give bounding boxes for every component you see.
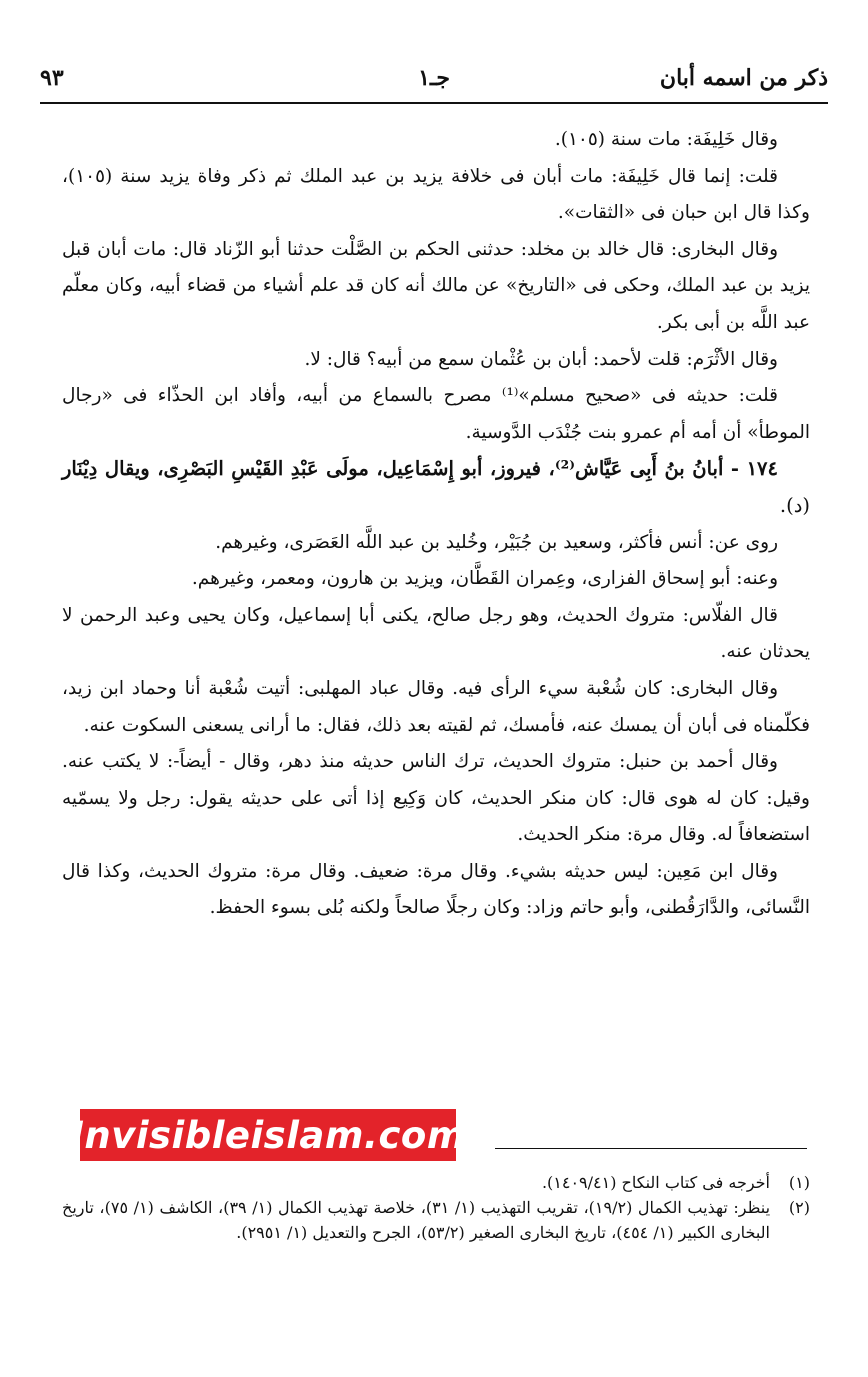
watermark-logo [70, 1109, 466, 1161]
footnote-number: (١) [788, 1173, 810, 1192]
footnote-text: أخرجه فى كتاب النكاح (١٤٠٩/٤١). [541, 1173, 770, 1192]
paragraph: روى عن: أنس فأكثر، وسعيد بن جُبَيْر، وخُليد بن عبد اللَّه العَصَرى، وغيرهم. [215, 531, 778, 553]
watermark-text: Invisibleislam.com [70, 1113, 466, 1157]
header-title: ذكر من اسمه أبان [659, 65, 828, 91]
paragraph: وقال ابن مَعِين: ليس حديثه بشيء. وقال مرة: ضعيف. وقال مرة: متروك الحديث، وكذا قال النَّسائى، والدَّارَقُطنى، وأبو حاتم وزاد: وكان رجلًا صالحاً ولكنه بُلى بسوء الحفظ. [62, 860, 810, 919]
footnote-number: (٢) [788, 1198, 810, 1218]
entry-code: (د). [779, 493, 810, 517]
paragraph: وقال خَلِيفَة: مات سنة (١٠٥). [554, 129, 778, 150]
paragraph: وقال البخارى: كان شُعْبة سيء الرأى فيه. وقال عباد المهلبى: أتيت شُعْبة أنا وحماد ابن زيد، فكلّمناه فى أبان أن يمسك عنه، فأمسك، ثم لقيته بعد ذلك، فقال: ما أرانى يسعنى السكوت عنه. [62, 677, 810, 736]
paragraph: قال الفلّاس: متروك الحديث، وهو رجل صالح، يكنى أبا إسماعيل، وكان يحيى وعبد الرحمن لا يحدثان عنه. [62, 604, 810, 663]
footnote [62, 1170, 810, 1195]
footnote [62, 1195, 810, 1245]
footnote-text: ينظر: تهذيب الكمال (١٩/٢)، تقريب التهذيب (١/ ٣١)، خلاصة تهذيب الكمال (١/ ٣٩)، الكاشف (١/ ٧٥)، تاريخ البخارى الكبير (١/ ٤٥٤)، تاريخ البخارى الصغير (٥٣/٢)، الجرح والتعديل (١/ ٢٩٥١). [62, 1198, 771, 1243]
paragraph: وعنه: أبو إسحاق الفزارى، وعِمران القَطَّان، ويزيد بن هارون، ومعمر، وغيرهم. [191, 568, 778, 590]
footnote-rule [495, 1148, 807, 1149]
entry-title: ١٧٤ - أبانُ بنُ أَبِى عَيَّاش⁽²⁾، فيروز، أبو إِسْمَاعِيل، مولَى عَبْدِ القَيْسِ البَصْرِى، ويقال دِيْنَار [62, 457, 778, 481]
running-header [40, 60, 828, 96]
main-text [62, 122, 810, 927]
header-rule [40, 102, 828, 104]
paragraph: وقال الأثْرَم: قلت لأحمد: أبان بن عُثْمان سمع من أبيه؟ قال: لا. [304, 348, 778, 370]
entry-heading [62, 451, 810, 524]
header-volume: جـ١ [418, 65, 450, 91]
page-number: ٩٣ [40, 65, 64, 91]
footnotes [62, 1170, 810, 1246]
paragraph: قلت: إنما قال خَلِيفَة: مات أبان فى خلافة يزيد بن عبد الملك ثم ذكر وفاة يزيد سنة (١٠٥)، وكذا قال ابن حبان فى «الثقات». [62, 165, 810, 224]
paragraph: وقال البخارى: قال خالد بن مخلد: حدثنى الحكم بن الصَّلْت حدثنا أبو الزّناد قال: مات أبان قبل يزيد بن عبد الملك، وحكى فى «التاريخ» عن مالك أنه كان قد علم أشياء من قضاء أبيه، وكان معلّم عبد اللَّه بن أبى بكر. [62, 238, 810, 333]
paragraph: قلت: حديثه فى «صحيح مسلم»⁽¹⁾ مصرح بالسماع من أبيه، وأفاد ابن الحذّاء فى «رجال الموطأ» أن أمه أم عمرو بنت جُنْدَب الدَّوسية. [62, 385, 810, 443]
paragraph: وقال أحمد بن حنبل: متروك الحديث، ترك الناس حديثه منذ دهر، وقال - أيضاً-: لا يكتب عنه. وقيل: كان له هوى قال: كان منكر الحديث، كان وَكِيع إذا أتى على حديثه يقول: رجل ولا يسمّيه استضعافاً له. وقال مرة: منكر الحديث. [62, 751, 810, 846]
